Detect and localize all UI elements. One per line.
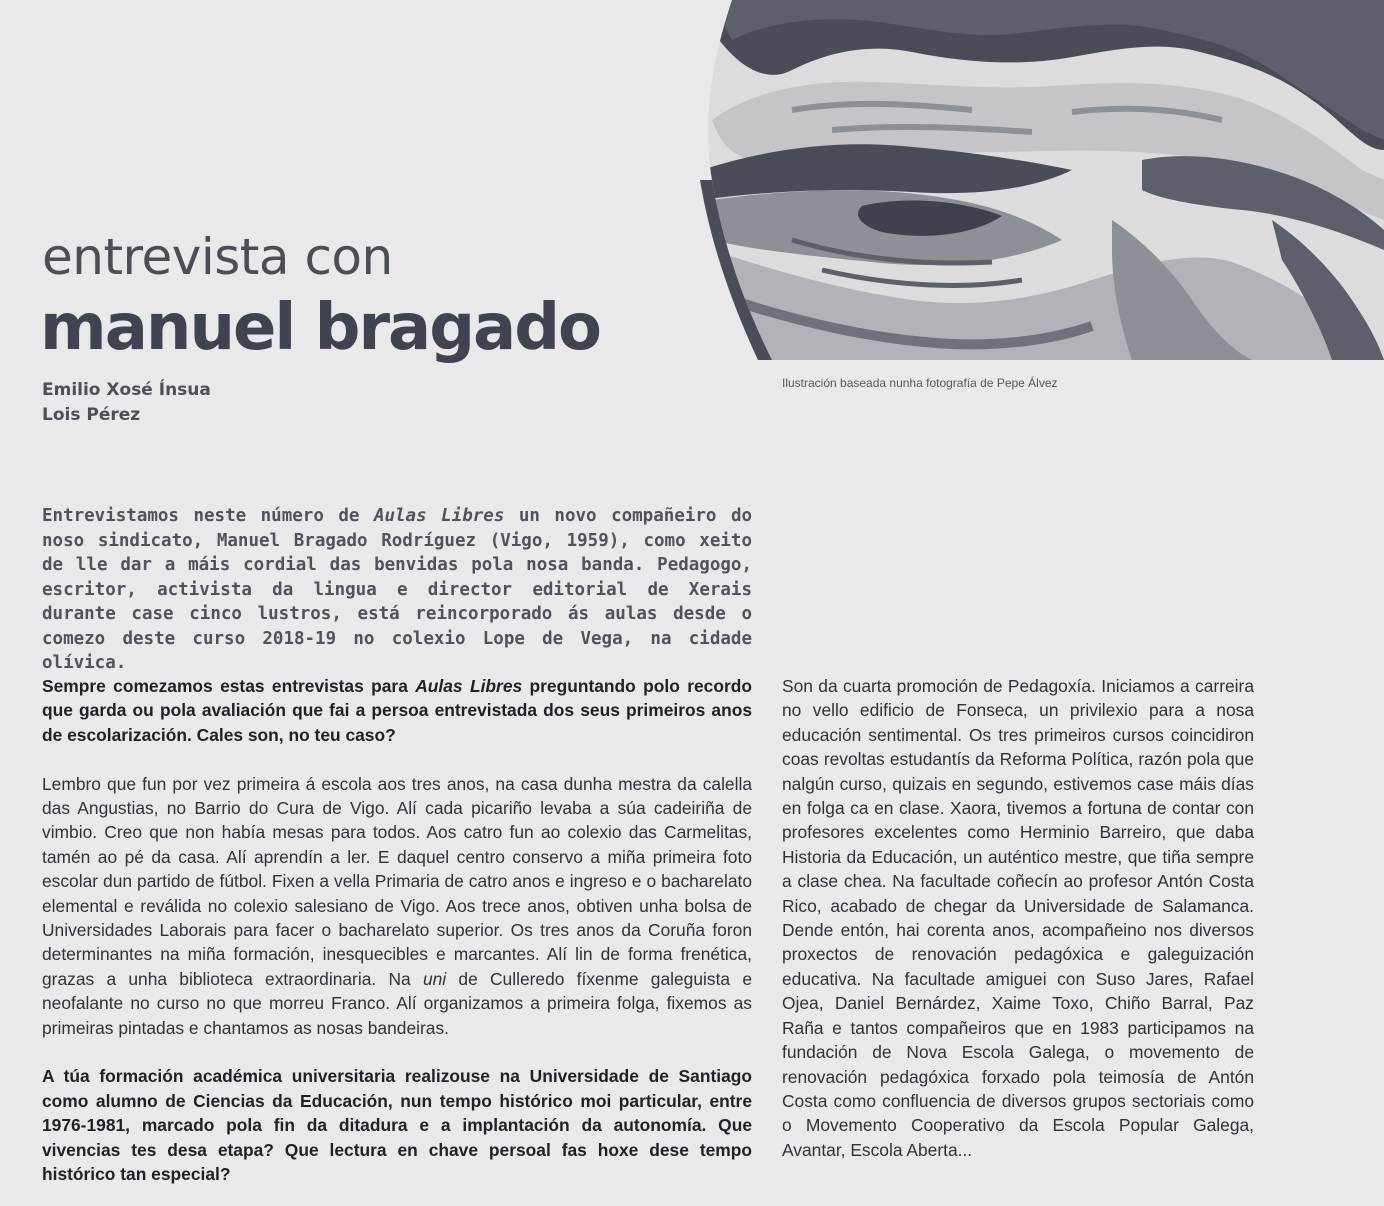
intro-paragraph — [42, 504, 752, 676]
illustration-caption: Ilustración baseada nunha fotografía de Pepe Álvez — [782, 376, 1058, 390]
author-1: Emilio Xosé Ínsua — [42, 380, 211, 400]
answer-1-italic: uni — [422, 968, 447, 989]
answer-2: Son da cuarta promoción de Pedagoxía. Iniciamos a carreira no vello edificio de Fonseca, un privilexio para a nosa educación sentimental. Os tres primeiros cursos coincidiron coas revoltas estudantís da Reforma Política, razón pola que nalgún curso, quizais en segundo, estivemos case máis días en folga ca en clase. Xaora, tivemos a fortuna de contar con profesores excelentes como Herminio Barreiro, que daba Historia da Educación, un auténtico mestre, que tiña sempre a clase chea. Na facultade coñecín ao profesor Antón Costa Rico, acabado de chegar da Universidade de Salamanca. Dende entón, hai corenta anos, acompañeino nos diversos proxectos de renovación pedagóxica e galeguización educativa. Na facultade amiguei con Suso Jares, Rafael Ojea, Daniel Bernárdez, Xaime Toxo, Chiño Barral, Paz Raña e tantos compañeiros que en 1983 participamos na fundación de Nova Escola Galega, o movemento de renovación pedagóxica forxado pola teimosía de Antón Costa como confluencia de diversos grupos sectoriais como o Movemento Cooperativo da Escola Popular Galega, Avantar, Escola Aberta... — [782, 676, 1254, 1160]
title-name: manuel bragado — [40, 291, 600, 365]
answer-1-start: Lembro que fun por vez primeira á escola aos tres anos, na casa dunha mestra da calella das Angustias, no Barrio do Cura de Vigo. Alí cada picariño levaba a súa cadeiriña de vimbio. Creo que non había mesas para todos. Aos catro fun ao colexio das Carmelitas, tamén ao pé da casa. Alí aprendín a ler. E daquel centro conservo a miña primeira foto escolar dun partido de fútbol. Fixen a vella Primaria de catro anos e ingreso e o bacharelato elemental e reválida no colexio salesiano de Vigo. Aos trece anos, obtiven unha bolsa de Universidades Laborais para facer o bacharelato superior. Os tres anos da Coruña foron determinantes na miña formación, inesquecibles e marcantes. Alí lin de forma frenética, grazas a unha biblioteca extraordinaria. Na — [42, 773, 752, 989]
question-1 — [42, 674, 752, 747]
intro-text-end: un novo compañeiro do noso sindicato, Manuel Bragado Rodríguez (Vigo, 1959), como xeito de lle dar a máis cordial das benvidas pola nosa banda. Pedagogo, escritor, activista da lingua e director editorial de Xerais durante case cinco lustros, está reincorporado ás aulas desde o comezo deste curso 2018-19 no colexio Lope de Vega, na cidade olívica. — [42, 506, 753, 673]
answer-1 — [42, 772, 752, 1040]
left-column — [42, 674, 752, 1206]
portrait-drawing — [672, 0, 1384, 360]
intro-text-start: Entrevistamos neste número de — [42, 506, 374, 526]
question-1-end: preguntando polo recordo que garda ou pola avaliación que fai a persoa entrevistada dos seus primeiros anos de escolarización. Cales son, no teu caso? — [42, 676, 752, 745]
right-column — [782, 674, 1254, 1162]
question-1-start: Sempre comezamos estas entrevistas para — [42, 676, 416, 696]
authors — [42, 378, 211, 428]
intro-magazine-name: Aulas Libres — [373, 506, 505, 526]
question-2: A túa formación académica universitaria realizouse na Universidade de Santiago como alumno de Ciencias da Educación, nun tempo histórico moi particular, entre 1976-1981, marcado pola fin da ditadura e a implantación da autonomía. Que vivencias tes desa etapa? Que lectura en chave persoal fas hoxe dese tempo histórico tan especial? — [42, 1066, 752, 1185]
question-1-magazine-name: Aulas Libres — [415, 676, 523, 696]
title-prefix: entrevista con — [42, 228, 393, 286]
answer-1-end: de Culleredo fíxenme galeguista e neofalante no curso no que morreu Franco. Alí organizamos a primeira folga, fixemos as primeiras pintadas e chantamos as nosas bandeiras. — [42, 968, 753, 1038]
author-2: Lois Pérez — [42, 405, 141, 425]
portrait-illustration — [672, 0, 1384, 360]
